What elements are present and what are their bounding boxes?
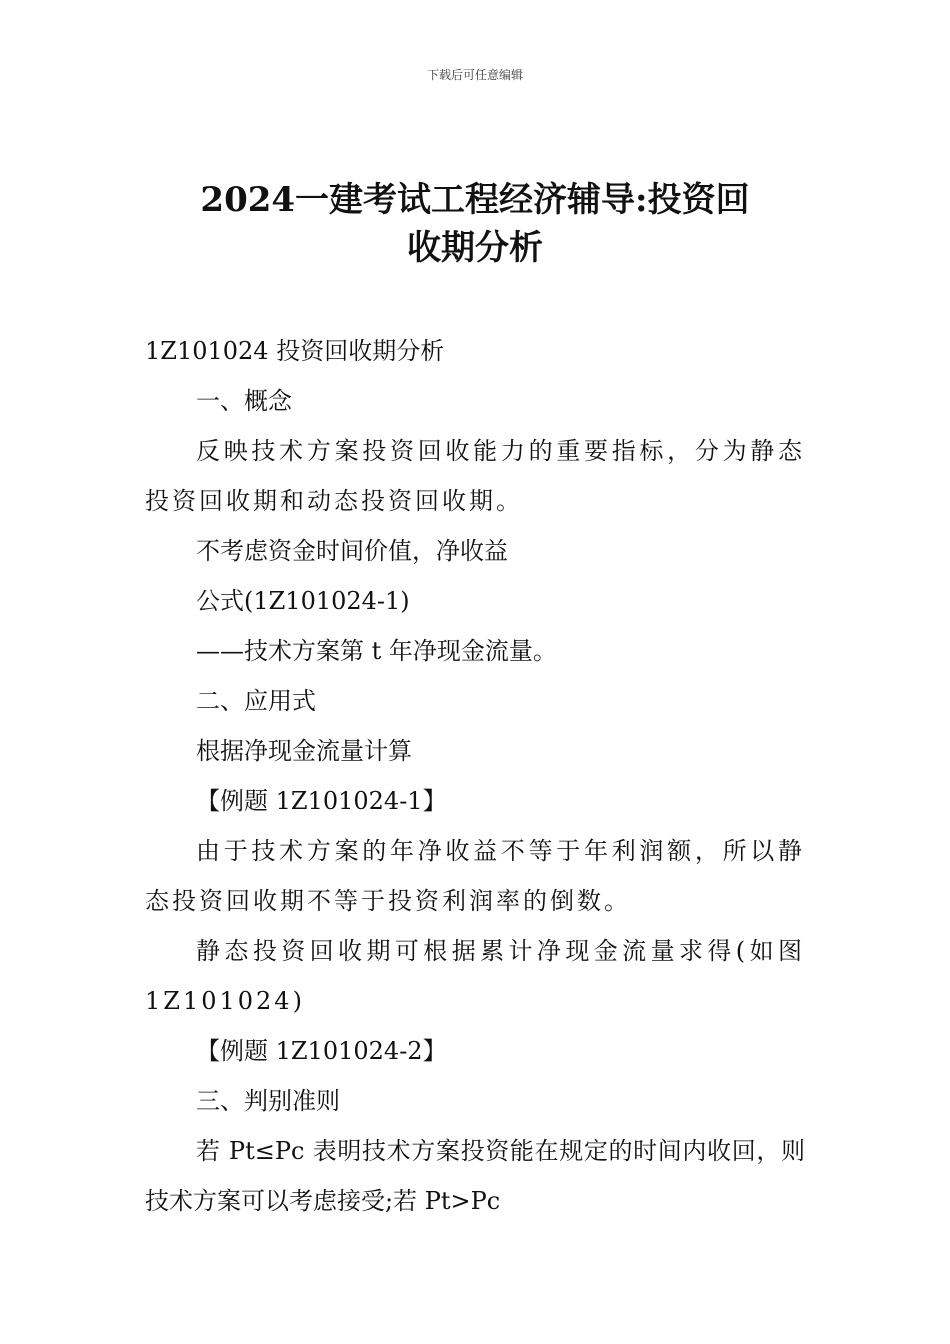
page-header-note: 下载后可任意编辑 — [426, 68, 523, 82]
document-body — [145, 326, 805, 1226]
paragraph-static-note: 不考虑资金时间价值，净收益 — [196, 537, 508, 565]
paragraph-cumulative: 静态投资回收期可根据累计净现金流量求得(如图1Z101024) — [145, 937, 805, 1015]
section-heading-application: 二、应用式 — [196, 687, 316, 715]
title-line-1: 2024一建考试工程经济辅导:投资回 — [200, 180, 750, 220]
section-heading-criteria: 三、判别准则 — [196, 1087, 340, 1115]
paragraph-criteria: 若 Pt≤Pc 表明技术方案投资能在规定的时间内收回，则技术方案可以考虑接受;若 Pt>Pc — [145, 1137, 805, 1215]
paragraph-calculation: 根据净现金流量计算 — [196, 737, 412, 765]
paragraph-formula-ref: 公式(1Z101024-1) — [196, 587, 410, 615]
paragraph-definition: 反映技术方案投资回收能力的重要指标，分为静态投资回收期和动态投资回收期。 — [145, 437, 805, 515]
example-label-1: 【例题 1Z101024-1】 — [196, 787, 447, 815]
title-line-2: 收期分析 — [407, 228, 543, 268]
example-label-2: 【例题 1Z101024-2】 — [196, 1037, 447, 1065]
paragraph-cashflow-note: ——技术方案第 t 年净现金流量。 — [196, 637, 557, 665]
section-code-heading: 1Z101024 投资回收期分析 — [145, 337, 445, 365]
document-title — [150, 176, 800, 272]
section-heading-concept: 一、概念 — [196, 387, 292, 415]
paragraph-net-income: 由于技术方案的年净收益不等于年利润额，所以静态投资回收期不等于投资利润率的倒数。 — [145, 837, 805, 915]
